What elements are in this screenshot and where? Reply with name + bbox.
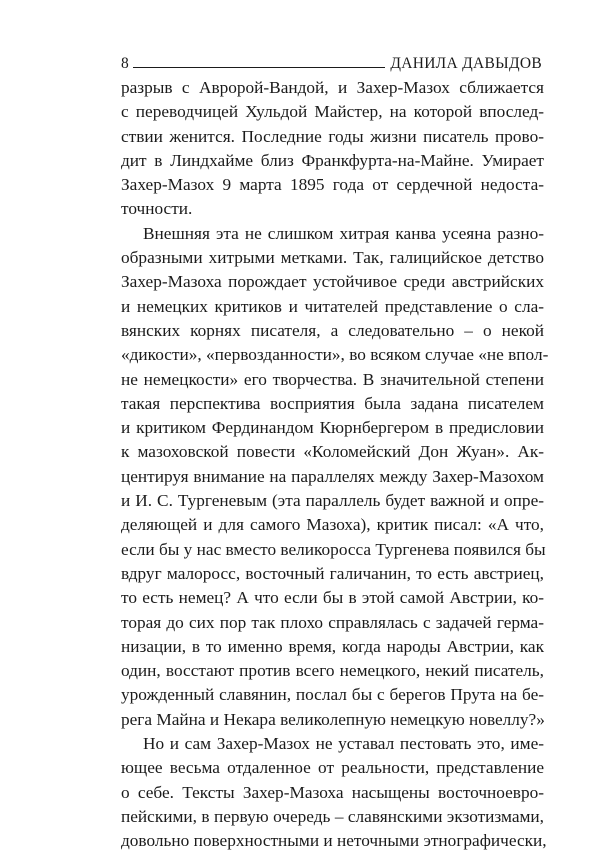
text-line: точности. xyxy=(121,199,193,219)
text-line: дит в Линдхайме близ Франкфурта-на-Майне. Умирает xyxy=(121,150,544,170)
text-line: такая перспектива восприятия была задана писателем xyxy=(121,393,544,413)
text-line: о себе. Тексты Захер-Мазоха насыщены восточноевро- xyxy=(121,782,544,802)
text-line: и И. С. Тургеневым (эта параллель будет важной и опре- xyxy=(121,491,544,511)
text-line: вдруг малоросс, восточный галичанин, то есть австриец, xyxy=(121,563,544,583)
text-line: то есть немец? А что если бы в этой самой Австрии, ко- xyxy=(121,588,544,608)
body-text xyxy=(121,76,549,854)
text-line: «дикости», «первозданности», во всяком случае «не впол- xyxy=(121,345,549,365)
text-line: рега Майна и Некара великолепную немецкую новеллу?» xyxy=(121,709,545,729)
text-line: Захер-Мазох 9 марта 1895 года от сердечной недоста- xyxy=(121,175,544,195)
text-line: Захер-Мазоха порождает устойчивое среди австрийских xyxy=(121,272,544,292)
text-line: к мазоховской повести «Коломейский Дон Жуан». Ак- xyxy=(121,442,544,462)
text-line: и критиком Фердинандом Кюрнбергером в предисловии xyxy=(121,418,544,438)
text-line: вянских корнях писателя, а следовательно – о некой xyxy=(121,320,544,340)
text-line: один, восстают против всего немецкого, некий писатель, xyxy=(121,661,544,681)
text-line: если бы у нас вместо великоросса Тургенева появился бы xyxy=(121,539,546,559)
text-line: ствии женится. Последние годы жизни писатель прово- xyxy=(121,126,544,146)
running-head xyxy=(121,53,542,73)
text-line: образными хитрыми метками. Так, галицийское детство xyxy=(121,248,544,268)
text-line: Но и сам Захер-Мазох не уставал пестовать это, име- xyxy=(143,734,544,754)
text-line: довольно поверхностными и неточными этнографически, xyxy=(121,831,547,851)
text-line: деляющей и для самого Мазоха), критик писал: «А что, xyxy=(121,515,544,535)
header-rule xyxy=(133,67,386,68)
text-line: с переводчицей Хульдой Майстер, на которой впослед- xyxy=(121,102,544,122)
text-line: низации, в то именно время, когда народы Австрии, как xyxy=(121,636,544,656)
text-line: урожденный славянин, послал бы с берегов Прута на бе- xyxy=(121,685,544,705)
running-title: ДАНИЛА ДАВЫДОВ xyxy=(390,55,542,72)
text-line: не немецкости» его творчества. В значительной степени xyxy=(121,369,544,389)
text-line: пейскими, в первую очередь – славянскими экзотизмами, xyxy=(121,806,544,826)
text-line: центируя внимание на параллелях между Захер-Мазохом xyxy=(121,466,544,486)
text-line: и немецких критиков и читателей представление о сла- xyxy=(121,296,544,316)
page-number: 8 xyxy=(121,55,129,72)
text-line: разрыв с Авророй-Вандой, и Захер-Мазох сближается xyxy=(121,78,544,97)
text-line: ющее весьма отдаленное от реальности, представление xyxy=(121,758,544,778)
text-line: торая до сих пор так плохо справлялась с задачей герма- xyxy=(121,612,544,632)
text-line: Внешняя эта не слишком хитрая канва усеяна разно- xyxy=(143,223,544,243)
